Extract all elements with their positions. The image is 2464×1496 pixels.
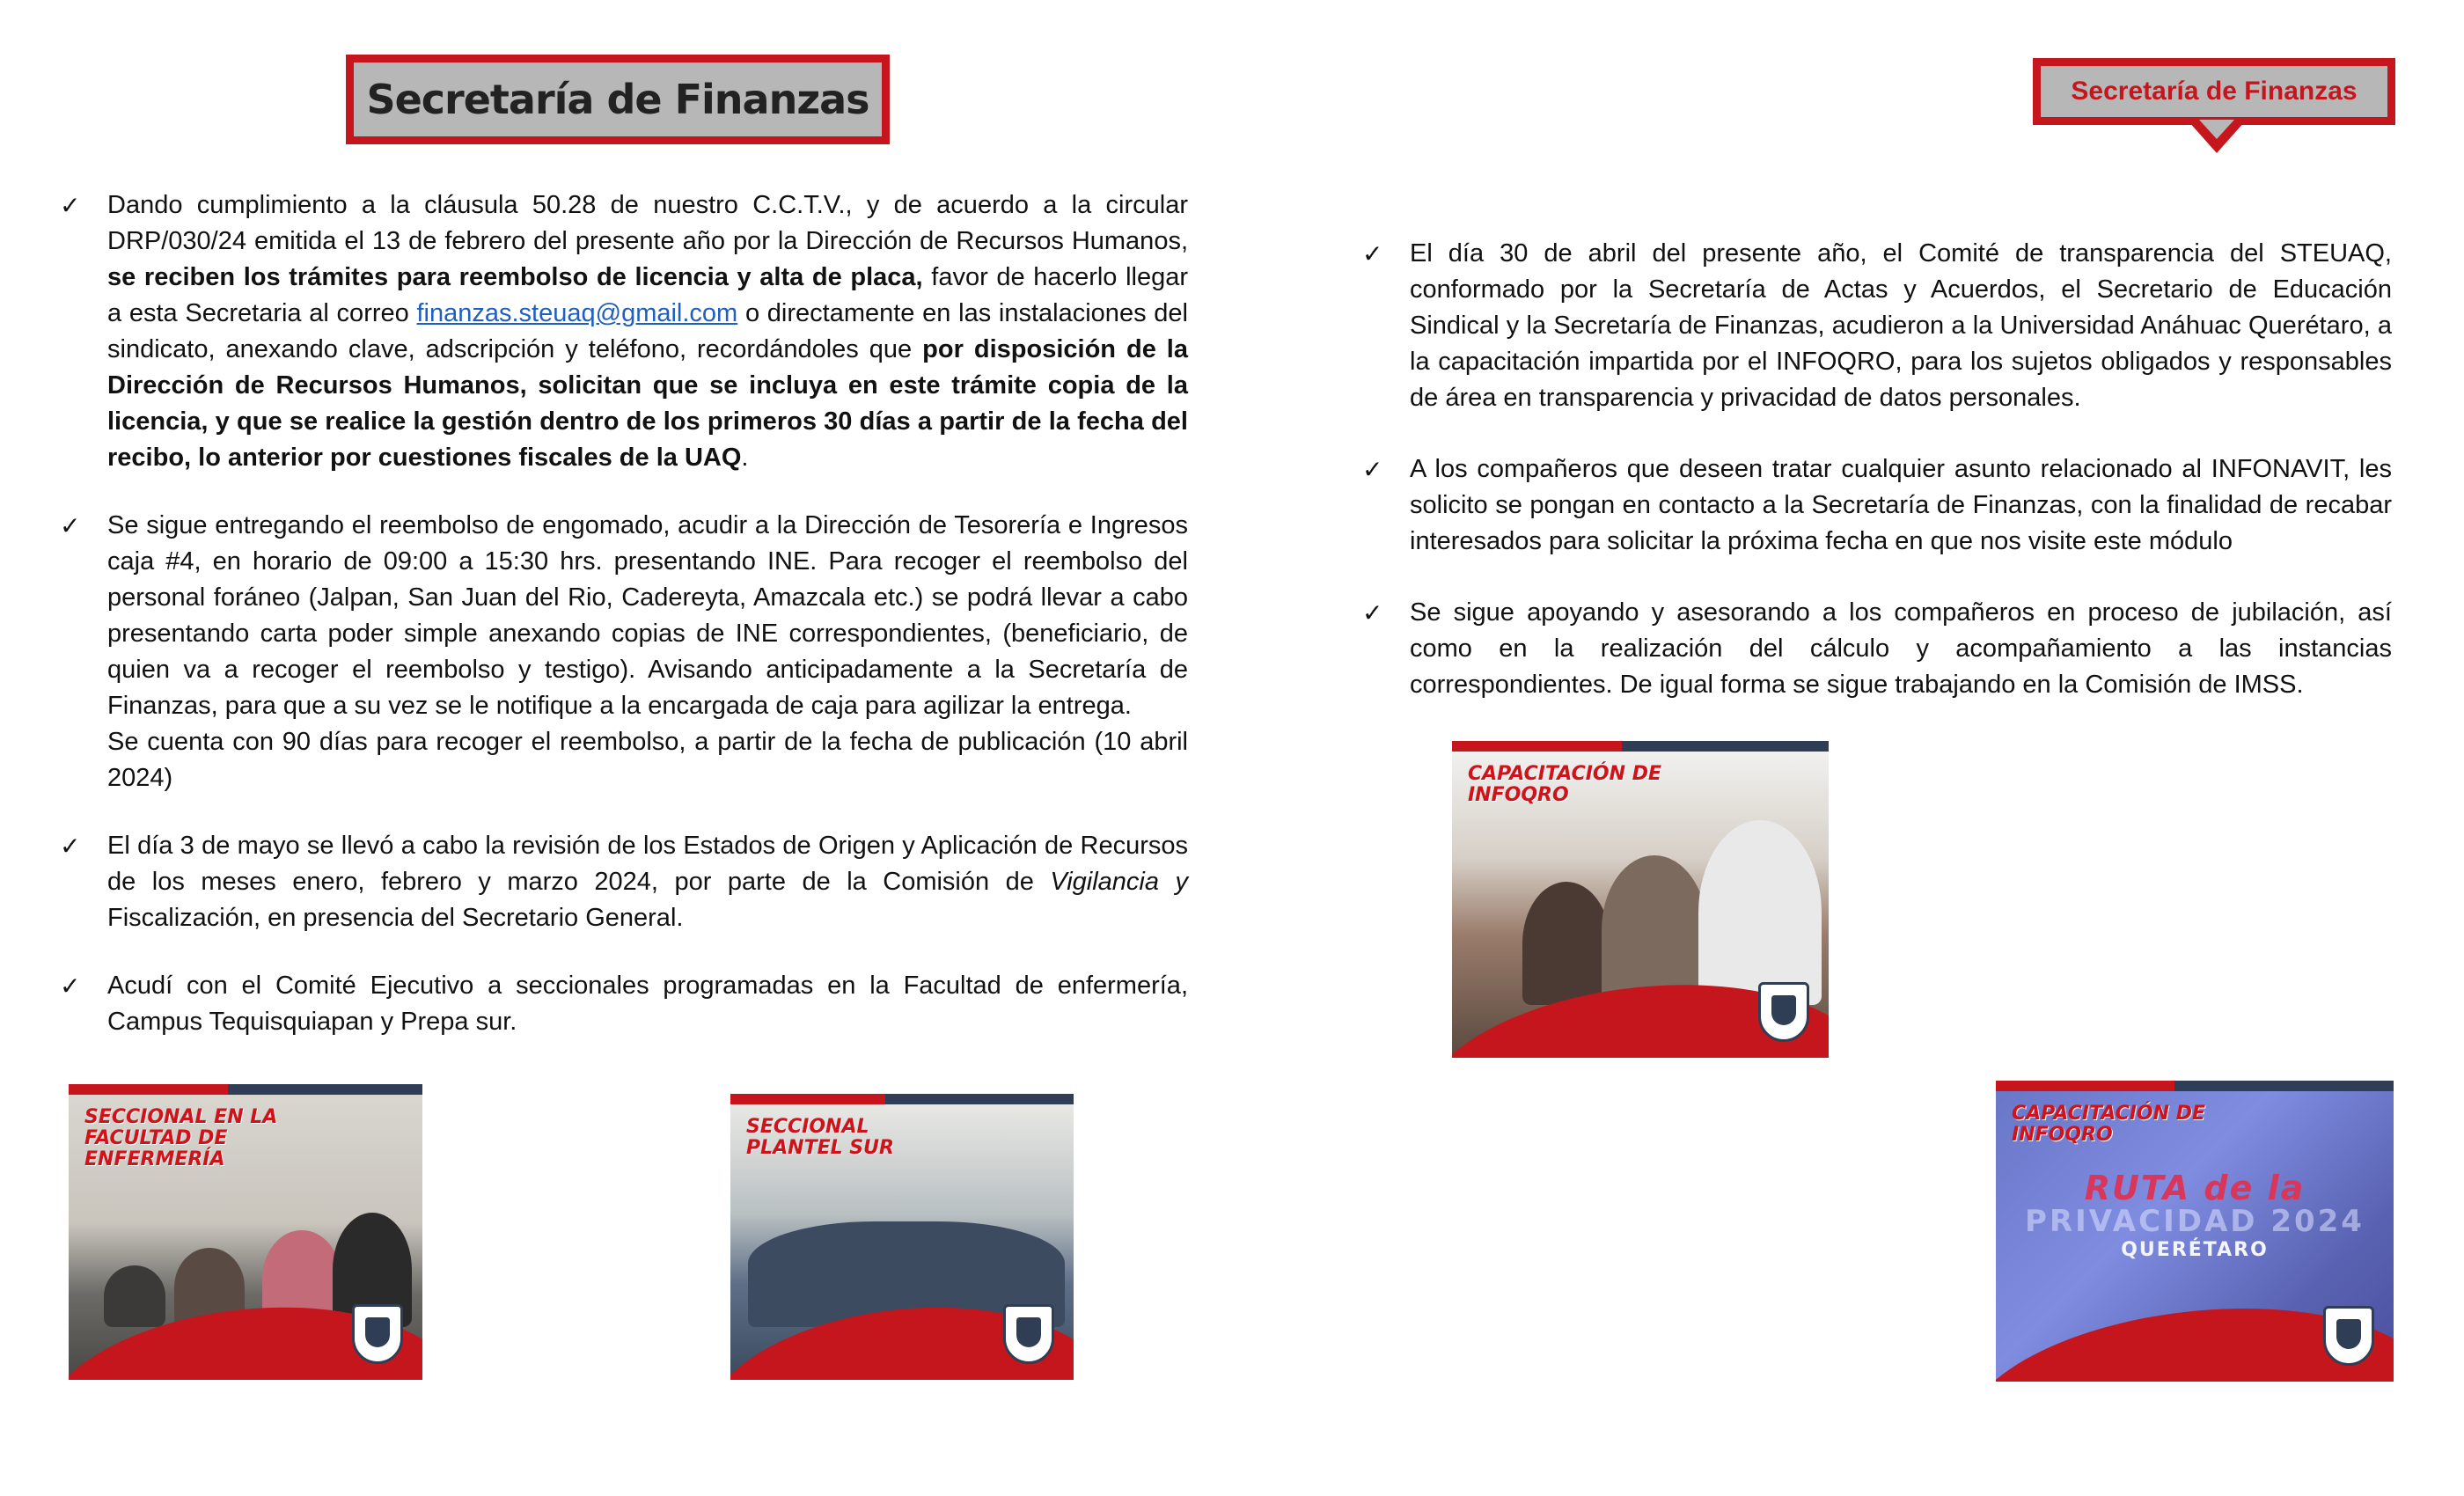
email-link[interactable]: finanzas.steuaq@gmail.com: [416, 299, 738, 327]
item-text: A los compañeros que deseen tratar cualquier asunto relacionado al INFONAVIT, les solicito se pongan en contacto a la Secretaría de Finanzas, con la finalidad de recabar interesados para solicitar la próxima fecha en que nos visite este módulo: [1410, 455, 2392, 555]
uaq-seal-icon: [1758, 982, 1809, 1042]
item-bold-text: por disposición de la Dirección de Recursos Humanos, solicitan que se incluya en este trámite copia de la licencia, y que se realice la gestión dentro de los primeros 30 días a partir de la fecha del recibo, lo anterior por cuestiones fiscales de la UAQ: [107, 335, 1188, 472]
item-text: Acudí con el Comité Ejecutivo a seccionales programadas en la Facultad de enfermería, Campus Tequisquiapan y Prepa sur.: [107, 972, 1188, 1036]
photo-top-red: [1996, 1081, 2174, 1091]
person-silhouette: [104, 1265, 165, 1327]
item-bold-text: se reciben los trámites para reembolso de licencia y alta de placa,: [107, 263, 923, 291]
photo-seccional-enfermeria: [69, 1084, 422, 1380]
item-text: Se sigue entregando el reembolso de engomado, acudir a la Dirección de Tesorería e Ingresos caja #4, en horario de 09:00 a 15:30 hrs. presentando INE. Para recoger el reembolso del personal foráneo (Jalpan, San Juan del Rio, Cadereyta, Amazcala etc.) se podrá llevar a cabo presentando carta poder simple anexando copias de INE correspondientes, (beneficiario, de quien va a recoger el reembolso y testigo). Avisando anticipadamente a la Secretaría de Finanzas, para que a su vez se le notifique a la encargada de caja para agilizar la entrega.: [107, 511, 1188, 720]
photo-top-red: [69, 1084, 228, 1095]
person-silhouette: [1602, 855, 1707, 1005]
photo-seccional-plantel-sur: [730, 1094, 1074, 1380]
check-icon: ✓: [60, 832, 81, 861]
list-item: [60, 968, 1188, 1040]
photo-label: SECCIONAL EN LA FACULTAD DE ENFERMERÍA: [84, 1106, 278, 1170]
photo-capacitacion-infoqro-1: [1452, 741, 1829, 1058]
slide-title: RUTA de la: [2084, 1169, 2306, 1207]
list-item: [60, 508, 1188, 796]
item-text-span: .: [741, 444, 749, 472]
check-icon: ✓: [60, 972, 81, 1001]
check-icon: ✓: [60, 511, 81, 540]
photo-label: SECCIONAL PLANTEL SUR: [746, 1116, 894, 1159]
item-text-span: favor de hacerlo llegar a esta Secretaria al correo: [107, 263, 1188, 327]
person-silhouette: [1522, 882, 1610, 1005]
item-text: [107, 187, 1188, 476]
item-text-span: Fiscalización, en presencia del Secretario General.: [107, 904, 684, 932]
item-text: Se sigue apoyando y asesorando a los compañeros en proceso de jubilación, así como en la realización del cálculo y acompañamiento a las instancias correspondientes. De igual forma se sigue trabajando en la Comisión de IMSS.: [1410, 598, 2392, 699]
item-text-span: El día 3 de mayo se llevó a cabo la revisión de los Estados de Origen y Aplicación de Recursos de los meses enero, febrero y marzo 2024, por parte de la Comisión de: [107, 832, 1188, 896]
left-column: [60, 187, 1188, 1072]
person-silhouette: [1698, 820, 1822, 1005]
item-text-span: o directamente en las instalaciones del sindicato, anexando clave, adscripción y teléfono, recordándoles que: [107, 299, 1188, 363]
item-text-span: Dando cumplimiento a la cláusula 50.28 de nuestro C.C.T.V., y de acuerdo a la circular DRP/030/24 emitida el 13 de febrero del presente año por la Dirección de Recursos Humanos,: [107, 191, 1188, 255]
list-item: [1362, 451, 2392, 560]
photo-capacitacion-infoqro-2: [1996, 1081, 2394, 1382]
uaq-seal-icon: [2323, 1306, 2374, 1366]
list-item: [60, 187, 1188, 476]
slide-subtitle: PRIVACIDAD 2024: [2025, 1204, 2365, 1239]
item-italic-text: Vigilancia y: [1050, 868, 1188, 896]
item-text: [107, 828, 1188, 936]
photo-top-red: [730, 1094, 885, 1104]
photo-label: CAPACITACIÓN DE INFOQRO: [1468, 763, 1661, 806]
item-text: Se cuenta con 90 días para recoger el reembolso, a partir de la fecha de publicación (10 abril 2024): [107, 728, 1188, 792]
title-right-text: Secretaría de Finanzas: [2071, 77, 2358, 106]
slide-location: QUERÉTARO: [2121, 1239, 2269, 1261]
title-arrow-icon: [2189, 121, 2245, 153]
photo-top-red: [1452, 741, 1622, 752]
check-icon: ✓: [1362, 239, 1383, 268]
page-title-left: [346, 55, 890, 144]
check-icon: ✓: [1362, 455, 1383, 484]
list-item: [60, 828, 1188, 936]
check-icon: ✓: [60, 191, 81, 220]
title-left-text: Secretaría de Finanzas: [366, 76, 869, 123]
list-item: [1362, 236, 2392, 416]
photo-label: CAPACITACIÓN DE INFOQRO: [2012, 1103, 2205, 1146]
page-title-right: [2033, 58, 2395, 125]
item-text: El día 30 de abril del presente año, el Comité de transparencia del STEUAQ, conformado por la Secretaría de Actas y Acuerdos, el Secretario de Educación Sindical y la Secretaría de Finanzas, acudieron a la Universidad Anáhuac Querétaro, a la capacitación impartida por el INFOQRO, para los sujetos obligados y responsables de área en transparencia y privacidad de datos personales.: [1410, 239, 2392, 412]
uaq-seal-icon: [1003, 1304, 1054, 1364]
check-icon: ✓: [1362, 598, 1383, 627]
uaq-seal-icon: [352, 1304, 403, 1364]
right-column: [1362, 236, 2392, 738]
list-item: [1362, 595, 2392, 703]
